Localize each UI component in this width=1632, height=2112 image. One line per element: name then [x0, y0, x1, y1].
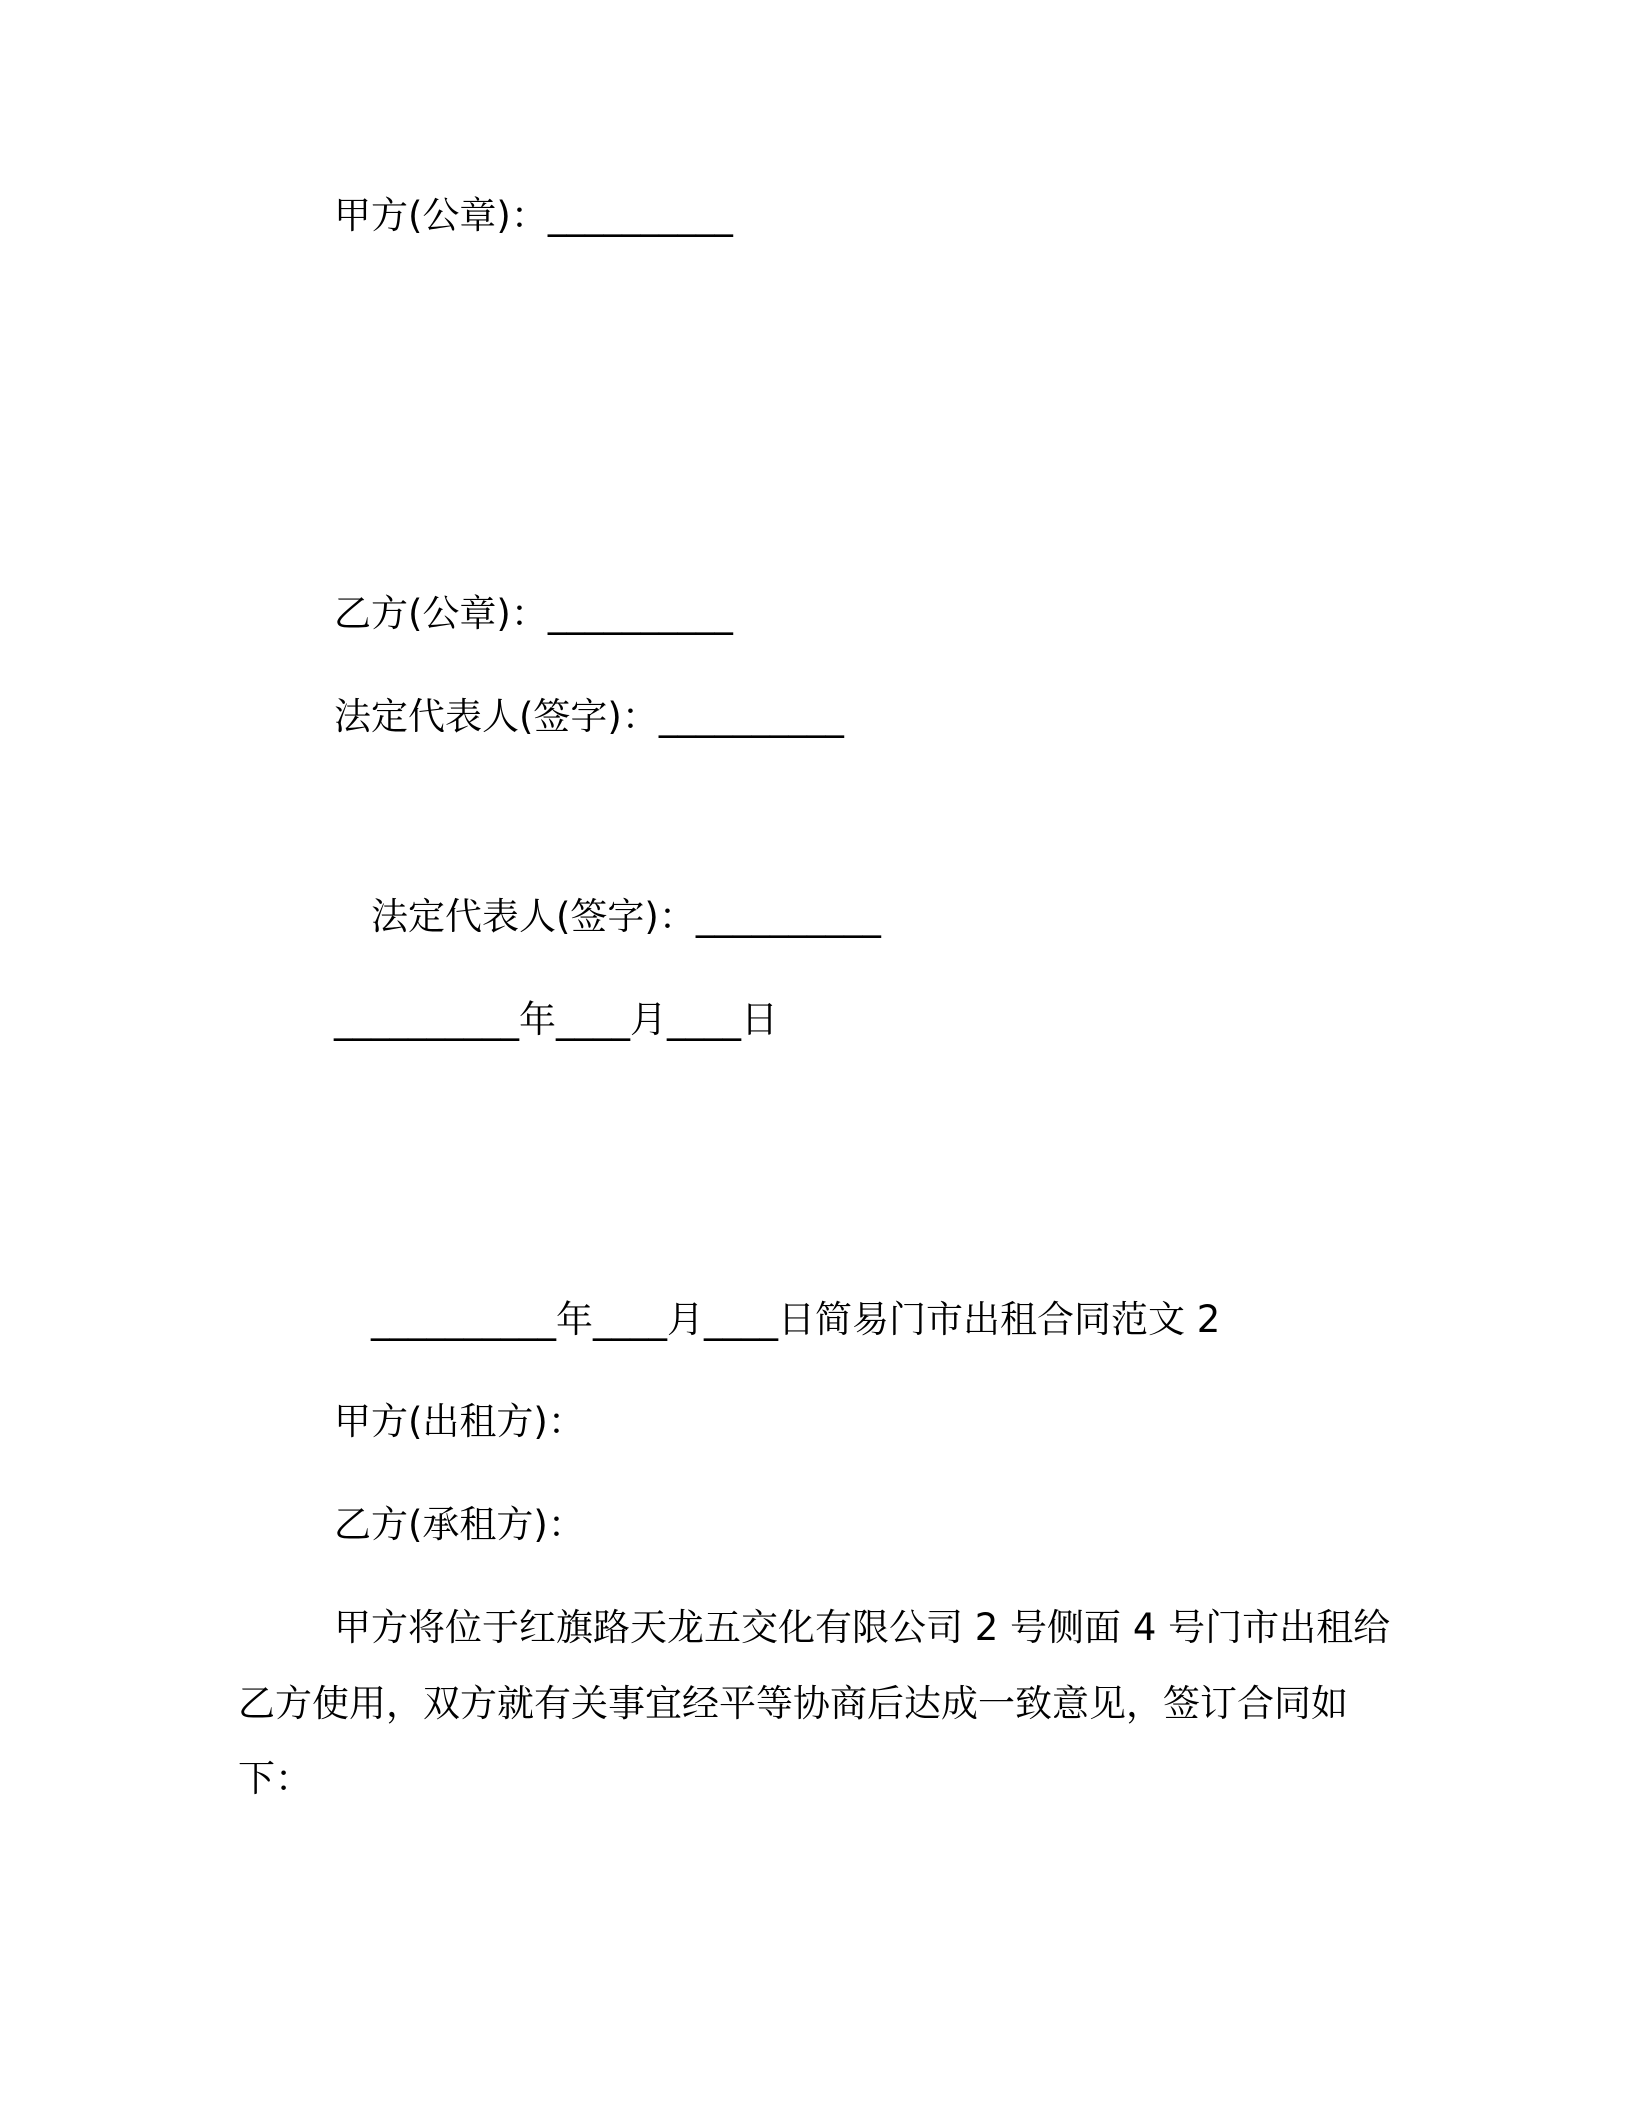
- paragraph-line-1: 甲方将位于红旗路天龙五交化有限公司 2 号侧面 4 号门市出租给: [334, 1606, 1391, 1649]
- party-b-seal-line: 乙方(公章)：__________: [334, 592, 733, 635]
- party-a-seal-line: 甲方(公章)：__________: [334, 194, 733, 237]
- date-line: __________年____月____日: [334, 998, 778, 1041]
- party-b-lessee-line: 乙方(承租方)：: [334, 1503, 585, 1546]
- paragraph-line-3: 下：: [238, 1757, 312, 1800]
- contract-heading-line: __________年____月____日简易门市出租合同范文 2: [371, 1298, 1221, 1341]
- party-a-lessor-line: 甲方(出租方)：: [334, 1400, 585, 1443]
- paragraph-line-2: 乙方使用，双方就有关事宜经平等协商后达成一致意见，签订合同如: [238, 1682, 1348, 1725]
- legal-representative-signature-line: 法定代表人(签字)：__________: [334, 695, 844, 738]
- legal-representative-signature-line-2: 法定代表人(签字)：__________: [371, 895, 881, 938]
